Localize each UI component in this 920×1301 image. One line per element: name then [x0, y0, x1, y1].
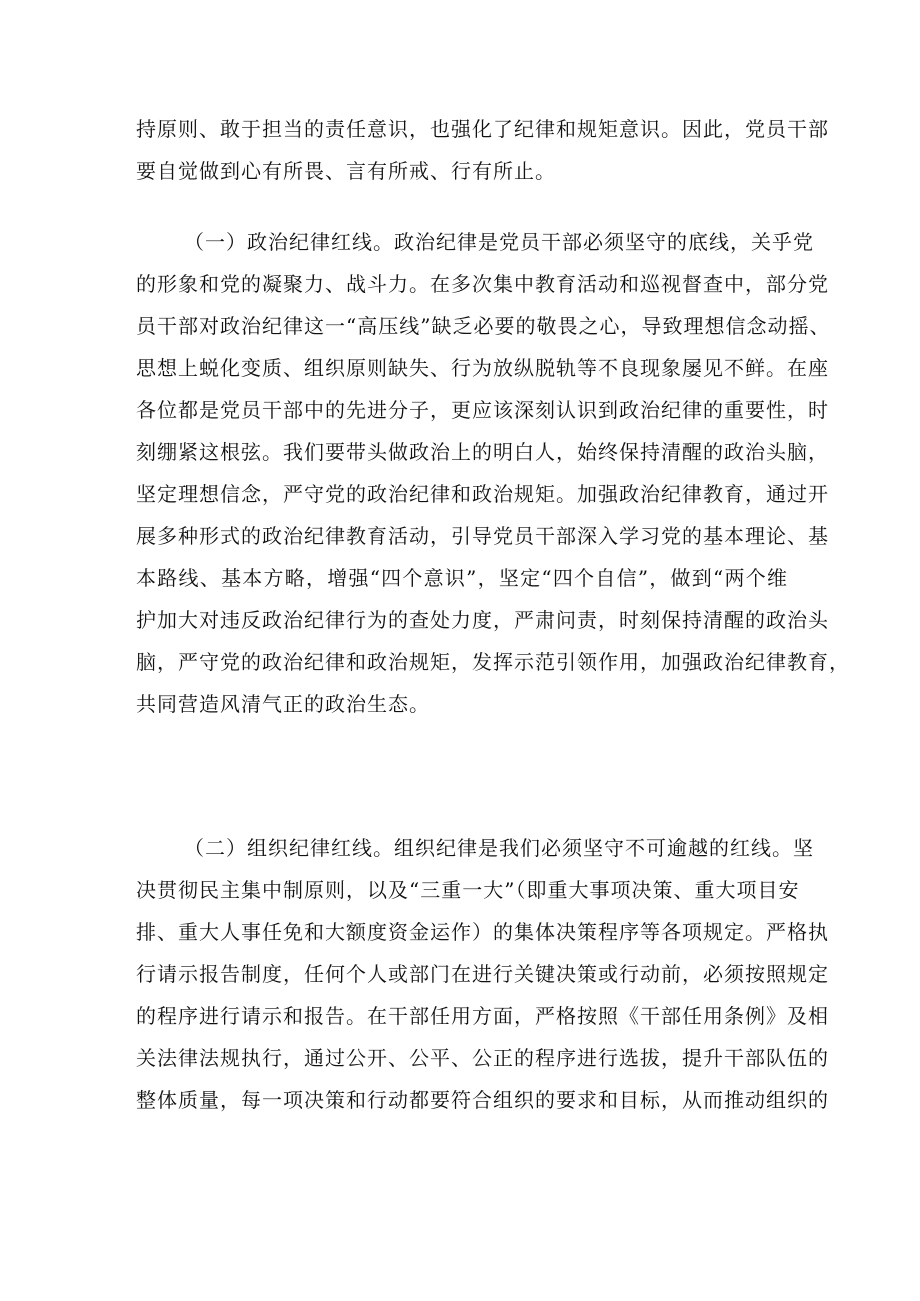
paragraph-line: 脑，严守党的政治纪律和政治规矩，发挥示范引领作用，加强政治纪律教育，	[136, 650, 850, 674]
paragraph-line: （一）政治纪律红线。政治纪律是党员干部必须坚守的底线，关乎党	[184, 230, 814, 254]
paragraph-line: 的程序进行请示和报告。在干部任用方面，严格按照《干部任用条例》及相	[136, 1004, 829, 1028]
paragraph-continuation	[136, 108, 829, 192]
paragraph-line: 要自觉做到心有所畏、言有所戒、行有所止。	[136, 159, 556, 183]
paragraph-line: 整体质量，每一项决策和行动都要符合组织的要求和目标，从而推动组织的	[136, 1088, 829, 1112]
paragraph-line: 的形象和党的凝聚力、战斗力。在多次集中教育活动和巡视督查中，部分党	[136, 272, 829, 296]
paragraph-line: 行请示报告制度，任何个人或部门在进行关键决策或行动前，必须按照规定	[136, 962, 829, 986]
paragraph-line: 刻绷紧这根弦。我们要带头做政治上的明白人，始终保持清醒的政治头脑，	[136, 440, 829, 464]
paragraph-line: 持原则、敢于担当的责任意识，也强化了纪律和规矩意识。因此，党员干部	[136, 117, 829, 141]
paragraph-line: （二）组织纪律红线。组织纪律是我们必须坚守不可逾越的红线。坚	[184, 836, 814, 860]
paragraph-line: 关法律法规执行，通过公开、公平、公正的程序进行选拔，提升干部队伍的	[136, 1046, 829, 1070]
paragraph-line: 排、重大人事任免和大额度资金运作）的集体决策程序等各项规定。严格执	[136, 920, 829, 944]
paragraph-line: 展多种形式的政治纪律教育活动，引导党员干部深入学习党的基本理论、基	[136, 524, 829, 548]
paragraph-line: 坚定理想信念，严守党的政治纪律和政治规矩。加强政治纪律教育，通过开	[136, 482, 829, 506]
paragraph-line: 思想上蜕化变质、组织原则缺失、行为放纵脱轨等不良现象屡见不鲜。在座	[136, 356, 829, 380]
paragraph-organizational-discipline	[136, 827, 829, 1121]
paragraph-line: 各位都是党员干部中的先进分子，更应该深刻认识到政治纪律的重要性，时	[136, 398, 829, 422]
paragraph-political-discipline	[136, 221, 850, 725]
paragraph-line: 员干部对政治纪律这一“高压线”缺乏必要的敬畏之心，导致理想信念动摇、	[136, 314, 831, 338]
paragraph-line: 决贯彻民主集中制原则，以及“三重一大”（即重大事项决策、重大项目安	[136, 878, 800, 902]
paragraph-line: 本路线、基本方略，增强“四个意识”，坚定“四个自信”，做到“两个维	[136, 566, 788, 590]
paragraph-line: 护加大对违反政治纪律行为的查处力度，严肃问责，时刻保持清醒的政治头	[136, 608, 829, 632]
paragraph-line: 共同营造风清气正的政治生态。	[136, 692, 430, 716]
